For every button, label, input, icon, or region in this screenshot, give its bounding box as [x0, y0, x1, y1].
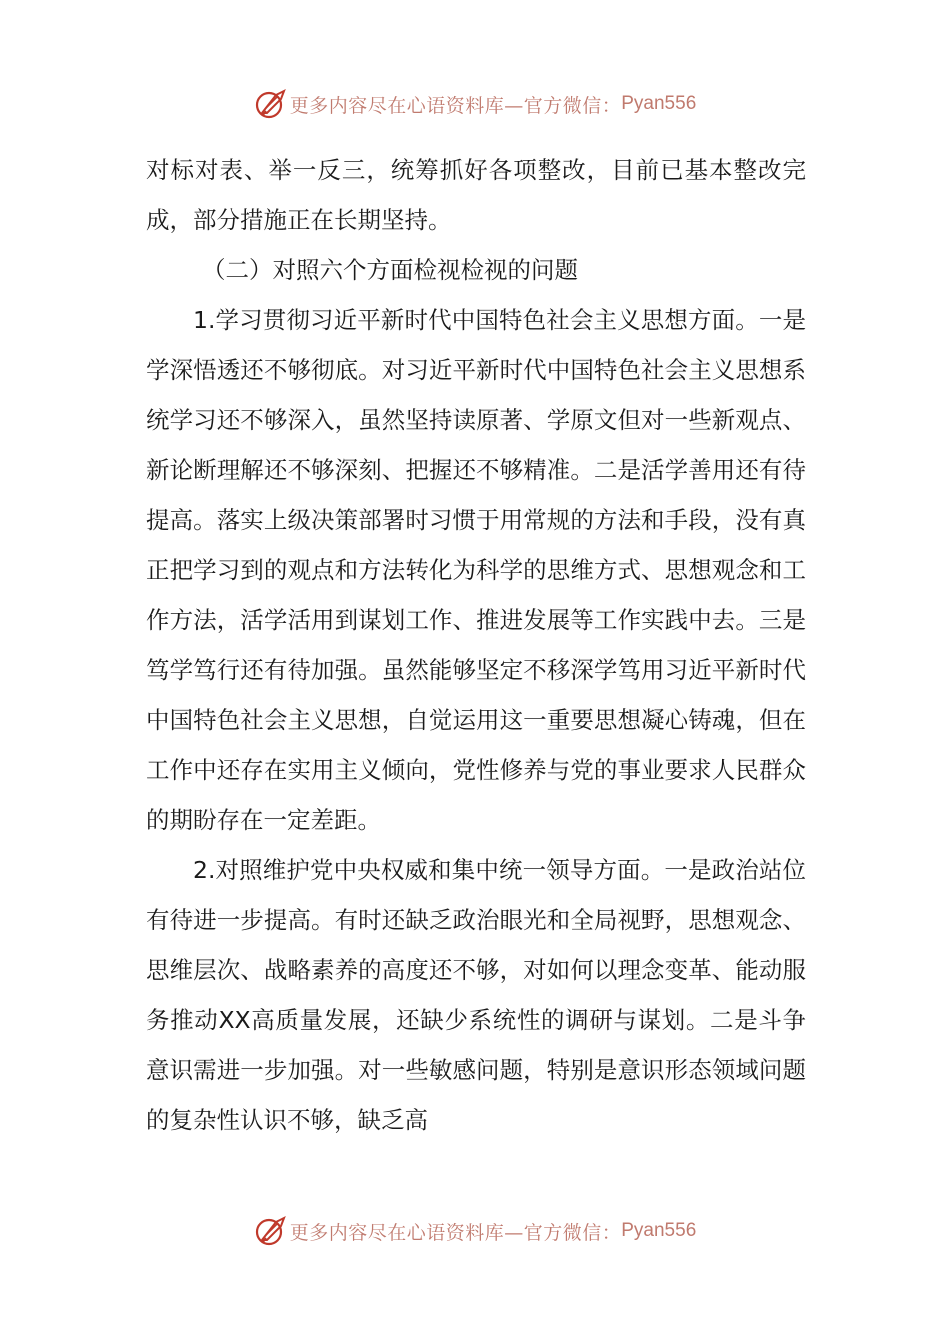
watermark-text: 更多内容尽在心语资料库—官方微信：: [289, 1221, 622, 1244]
watermark-footer: [0, 1211, 950, 1251]
watermark-wechat-id: Pyan556: [621, 93, 697, 114]
paragraph-item-1: 1.学习贯彻习近平新时代中国特色社会主义思想方面。一是学深悟透还不够彻底。对习近平新时代中国特色社会主义思想系统学习还不够深入，虽然坚持读原著、学原文但对一些新观点、新论断理解还不够深刻、把握还不够精准。二是活学善用还有待提高。落实上级决策部署时习惯于用常规的方法和手段，没有真正把学习到的观点和方法转化为科学的思维方式、思想观念和工作方法，活学活用到谋划工作、推进发展等工作实践中去。三是笃学笃行还有待加强。虽然能够坚定不移深学笃用习近平新时代中国特色社会主义思想，自觉运用这一重要思想凝心铸魂，但在工作中还存在实用主义倾向，党性修养与党的事业要求人民群众的期盼存在一定差距。: [146, 306, 806, 834]
quill-logo-icon: [254, 87, 288, 121]
document-body: [146, 145, 806, 1145]
paragraph-item-2: 2.对照维护党中央权威和集中统一领导方面。一是政治站位有待进一步提高。有时还缺乏政治眼光和全局视野，思想观念、思维层次、战略素养的高度还不够，对如何以理念变革、能动服务推动XX高质量发展，还缺少系统性的调研与谋划。二是斗争意识需进一步加强。对一些敏感问题，特别是意识形态领域问题的复杂性认识不够，缺乏高: [146, 856, 806, 1134]
section-heading: （二）对照六个方面检视检视的问题: [202, 256, 578, 284]
watermark-wechat-id: Pyan556: [621, 1220, 697, 1241]
paragraph-continuation: 对标对表、举一反三，统筹抓好各项整改，目前已基本整改完成，部分措施正在长期坚持。: [146, 156, 806, 234]
watermark-header: [0, 84, 950, 124]
quill-logo-icon: [254, 1214, 288, 1248]
watermark-text: 更多内容尽在心语资料库—官方微信：: [289, 94, 622, 117]
